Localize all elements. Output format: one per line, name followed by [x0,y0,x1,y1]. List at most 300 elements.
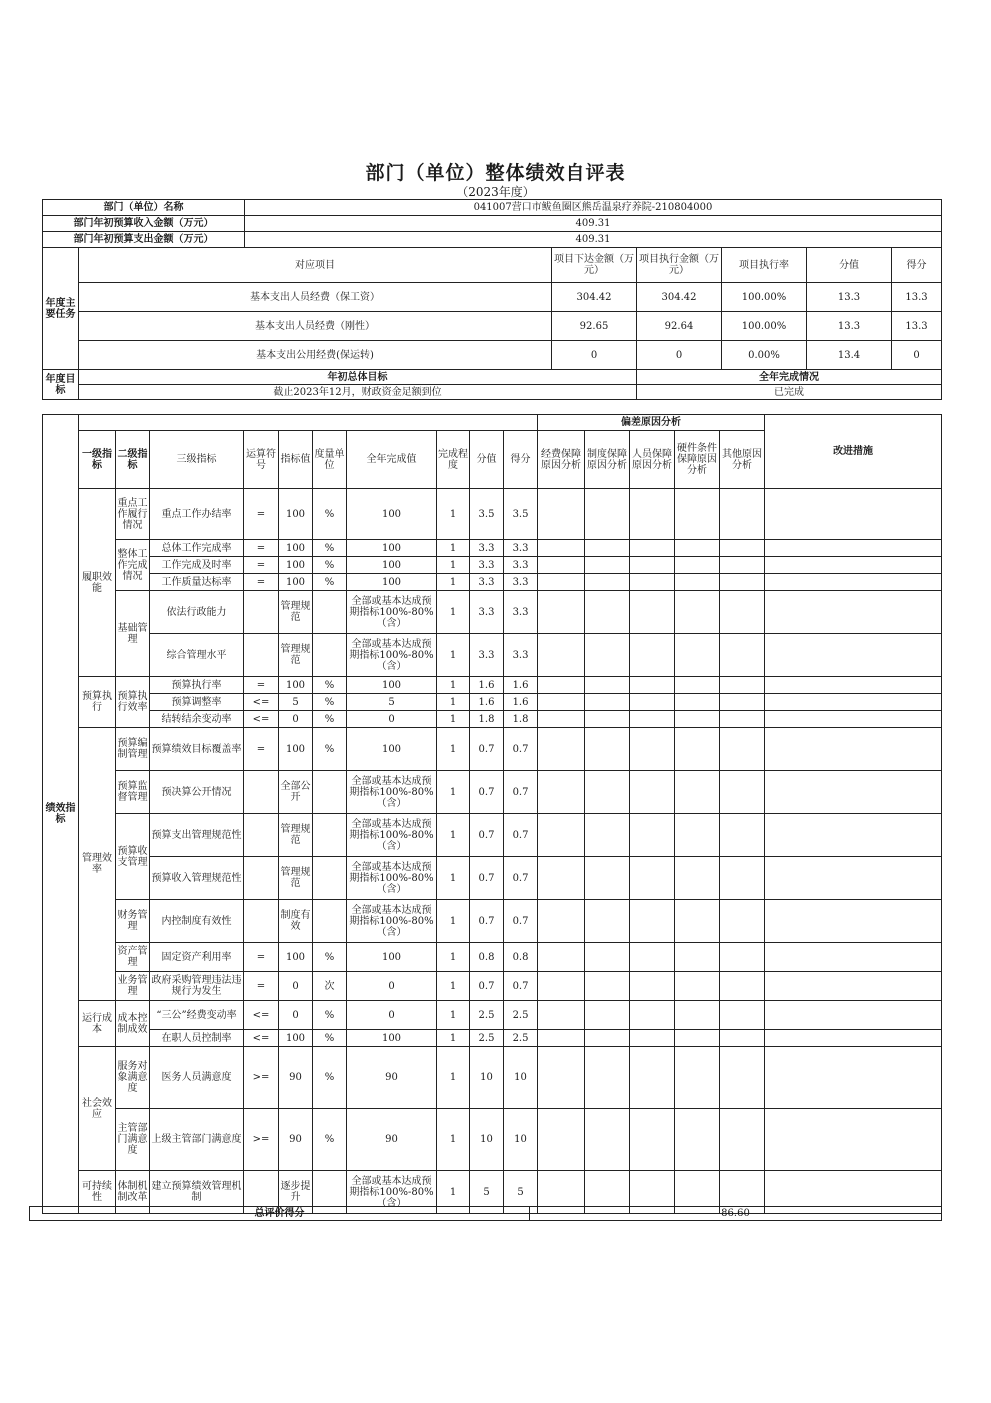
analysis-cell [630,540,675,557]
unit-cell: % [313,677,347,694]
score-cell: 2.5 [470,1001,504,1030]
target-cell: 管理规范 [279,591,313,634]
level2-indicator: 主管部门满意度 [116,1109,150,1171]
target-cell: 管理规范 [279,814,313,857]
analysis-cell [630,972,675,1001]
task-cell: 100.00% [722,312,807,341]
analysis-cell [585,557,630,574]
task-header: 分值 [807,248,892,283]
analysis-cell [630,677,675,694]
got-cell: 3.3 [504,557,538,574]
unit-cell: % [313,694,347,711]
income-value: 409.31 [245,216,942,232]
actual-cell: 5 [347,694,437,711]
unit-cell: % [313,943,347,972]
operator-cell: = [244,574,279,591]
expense-value: 409.31 [245,232,942,248]
analysis-cell [630,634,675,677]
task-row [43,341,942,370]
target-cell: 100 [279,557,313,574]
actual-cell: 0 [347,711,437,728]
actual-cell: 100 [347,677,437,694]
level1-indicator: 履职效能 [79,489,116,677]
degree-cell: 1 [437,900,470,943]
got-cell: 10 [504,1109,538,1171]
level2-indicator: 服务对象满意度 [116,1047,150,1109]
analysis-cell [765,540,942,557]
operator-cell [244,634,279,677]
task-cell: 304.42 [637,283,722,312]
actual-cell: 全部或基本达成预期指标100%-80%（含） [347,857,437,900]
analysis-cell [675,972,720,1001]
analysis-cell [585,489,630,540]
level2-indicator: 预算编制管理 [116,728,150,771]
level3-indicator: 预算绩效目标覆盖率 [150,728,244,771]
got-cell: 0.7 [504,900,538,943]
actual-cell: 100 [347,540,437,557]
analysis-cell [585,1001,630,1030]
operator-cell: <= [244,694,279,711]
analysis-cell [765,557,942,574]
score-cell: 1.6 [470,694,504,711]
target-cell: 管理规范 [279,634,313,677]
summary-section [42,199,942,400]
analysis-cell [538,694,585,711]
analysis-cell [585,943,630,972]
level2-indicator: 预算监督管理 [116,771,150,814]
analysis-cell [765,814,942,857]
column-header: 二级指标 [116,431,150,489]
unit-cell: % [313,1109,347,1171]
level3-indicator: 预算收入管理规范性 [150,857,244,900]
analysis-cell [630,574,675,591]
target-cell: 全部公开 [279,771,313,814]
actual-cell: 90 [347,1047,437,1109]
degree-cell: 1 [437,1109,470,1171]
summary-table [42,199,942,400]
actual-cell: 100 [347,1030,437,1047]
degree-cell: 1 [437,1047,470,1109]
analysis-cell [720,489,765,540]
score-cell: 0.7 [470,814,504,857]
level3-indicator: “三公”经费变动率 [150,1001,244,1030]
operator-cell: <= [244,1001,279,1030]
actual-cell: 0 [347,1001,437,1030]
level3-indicator: 重点工作办结率 [150,489,244,540]
score-cell: 0.7 [470,900,504,943]
analysis-cell [720,771,765,814]
column-header: 得分 [504,431,538,489]
analysis-cell [585,634,630,677]
level3-indicator: 预算调整率 [150,694,244,711]
got-cell: 0.8 [504,943,538,972]
actual-cell: 0 [347,972,437,1001]
indicators-side-label: 绩效指标 [43,415,79,1214]
level3-indicator: 综合管理水平 [150,634,244,677]
unit-cell: % [313,728,347,771]
level3-indicator: 工作质量达标率 [150,574,244,591]
indicator-row [43,972,942,1001]
analysis-cell [720,634,765,677]
operator-cell: = [244,677,279,694]
degree-cell: 1 [437,728,470,771]
task-cell: 92.64 [637,312,722,341]
analysis-cell [720,540,765,557]
got-cell: 1.8 [504,711,538,728]
analysis-cell [538,591,585,634]
level3-indicator: 上级主管部门满意度 [150,1109,244,1171]
analysis-cell [720,972,765,1001]
got-cell: 3.3 [504,574,538,591]
indicator-row [43,1047,942,1109]
indicator-row [43,1109,942,1171]
analysis-cell [630,728,675,771]
analysis-cell [630,489,675,540]
actual-cell: 100 [347,557,437,574]
unit-cell: % [313,1047,347,1109]
analysis-cell [675,677,720,694]
level3-indicator: 预算支出管理规范性 [150,814,244,857]
score-cell: 3.3 [470,557,504,574]
operator-cell: >= [244,1109,279,1171]
task-cell: 304.42 [552,283,637,312]
degree-cell: 1 [437,591,470,634]
indicator-row [43,574,942,591]
column-header: 其他原因分析 [720,431,765,489]
analysis-cell [538,1047,585,1109]
analysis-cell [675,711,720,728]
indicator-row [43,489,942,540]
unit-cell [313,771,347,814]
analysis-cell [720,857,765,900]
column-header: 度量单位 [313,431,347,489]
column-header: 完成程度 [437,431,470,489]
indicator-row [43,591,942,634]
actual-cell: 全部或基本达成预期指标100%-80%（含） [347,634,437,677]
analysis-cell [765,1047,942,1109]
analysis-cell [765,943,942,972]
analysis-cell [675,634,720,677]
analysis-cell [675,557,720,574]
target-cell: 逐步提升 [279,1171,313,1214]
analysis-cell [630,591,675,634]
score-cell: 5 [470,1171,504,1214]
tasks-side-label: 年度主要任务 [43,248,79,370]
level3-indicator: 医务人员满意度 [150,1047,244,1109]
task-header: 得分 [892,248,942,283]
analysis-cell [538,677,585,694]
column-header: 运算符号 [244,431,279,489]
level2-indicator: 预算收支管理 [116,814,150,900]
degree-cell: 1 [437,677,470,694]
dept-value: 041007营口市鲅鱼圈区熊岳温泉疗养院-210804000 [245,200,942,216]
level3-indicator: 内控制度有效性 [150,900,244,943]
task-name: 基本支出公用经费(保运转) [79,341,552,370]
task-header: 对应项目 [79,248,552,283]
analysis-cell [585,574,630,591]
analysis-cell [765,900,942,943]
unit-cell [313,857,347,900]
unit-cell: % [313,711,347,728]
indicator-row [43,728,942,771]
indicator-row [43,943,942,972]
degree-cell: 1 [437,634,470,677]
degree-cell: 1 [437,694,470,711]
got-cell: 3.3 [504,591,538,634]
analysis-cell [720,711,765,728]
target-cell: 100 [279,677,313,694]
target-cell: 0 [279,711,313,728]
unit-cell [313,814,347,857]
analysis-cell [675,591,720,634]
analysis-cell [675,857,720,900]
got-cell: 0.7 [504,771,538,814]
target-cell: 100 [279,1030,313,1047]
analysis-cell [630,557,675,574]
analysis-cell [538,972,585,1001]
analysis-cell [765,1001,942,1030]
analysis-cell [720,1030,765,1047]
got-cell: 0.7 [504,728,538,771]
score-cell: 3.5 [470,489,504,540]
degree-cell: 1 [437,1171,470,1214]
analysis-cell [720,677,765,694]
actual-cell: 100 [347,574,437,591]
unit-cell: 次 [313,972,347,1001]
score-cell: 3.3 [470,591,504,634]
task-cell: 0.00% [722,341,807,370]
level3-indicator: 预算执行率 [150,677,244,694]
actual-cell: 全部或基本达成预期指标100%-80%（含） [347,814,437,857]
analysis-cell [675,1030,720,1047]
analysis-cell [630,1001,675,1030]
indicator-row [43,540,942,557]
column-header: 分值 [470,431,504,489]
indicator-row [43,557,942,574]
unit-cell: % [313,540,347,557]
score-cell: 0.7 [470,972,504,1001]
analysis-cell [720,900,765,943]
analysis-cell [765,677,942,694]
analysis-cell [675,489,720,540]
level3-indicator: 建立预算绩效管理机制 [150,1171,244,1214]
analysis-cell [538,1001,585,1030]
initial-goal-value: 截止2023年12月，财政资金足额到位 [79,385,637,400]
task-cell: 13.3 [807,283,892,312]
analysis-cell [765,694,942,711]
level3-indicator: 结转结余变动率 [150,711,244,728]
target-cell: 90 [279,1109,313,1171]
analysis-cell [675,728,720,771]
analysis-cell [675,814,720,857]
level2-indicator: 财务管理 [116,900,150,943]
actual-cell: 全部或基本达成预期指标100%-80%（含） [347,900,437,943]
task-cell: 13.4 [807,341,892,370]
operator-cell [244,771,279,814]
operator-cell: = [244,972,279,1001]
actual-cell: 100 [347,489,437,540]
actual-cell: 100 [347,728,437,771]
got-cell: 1.6 [504,694,538,711]
analysis-cell [585,814,630,857]
operator-cell: = [244,489,279,540]
analysis-cell [585,900,630,943]
analysis-cell [675,574,720,591]
analysis-cell [720,1001,765,1030]
analysis-cell [538,574,585,591]
analysis-cell [538,540,585,557]
target-cell: 100 [279,540,313,557]
level1-indicator: 可持续性 [79,1171,116,1214]
analysis-cell [675,1047,720,1109]
analysis-cell [585,591,630,634]
total-table [29,1206,942,1221]
expense-label: 部门年初预算支出金额（万元） [43,232,245,248]
total-section [29,1206,942,1221]
analysis-cell [585,694,630,711]
level3-indicator: 政府采购管理违法违规行为发生 [150,972,244,1001]
report-year: （2023年度） [456,185,535,199]
analysis-cell [585,540,630,557]
column-header: 经费保障原因分析 [538,431,585,489]
complete-label: 全年完成情况 [637,370,942,385]
analysis-cell [720,728,765,771]
level2-indicator: 重点工作履行情况 [116,489,150,540]
level3-indicator: 在职人员控制率 [150,1030,244,1047]
analysis-cell [585,677,630,694]
unit-cell: % [313,1001,347,1030]
got-cell: 3.3 [504,634,538,677]
level1-indicator: 管理效率 [79,728,116,1001]
score-cell: 3.3 [470,634,504,677]
score-cell: 3.3 [470,574,504,591]
analysis-cell [675,943,720,972]
indicator-row [43,694,942,711]
actual-cell: 100 [347,943,437,972]
analysis-cell [630,1047,675,1109]
analysis-cell [630,1109,675,1171]
degree-cell: 1 [437,972,470,1001]
analysis-cell [765,1030,942,1047]
analysis-cell [630,771,675,814]
total-value: 86.60 [530,1207,942,1221]
target-cell: 5 [279,694,313,711]
complete-value: 已完成 [637,385,942,400]
task-cell: 0 [892,341,942,370]
got-cell: 5 [504,1171,538,1214]
level3-indicator: 总体工作完成率 [150,540,244,557]
got-cell: 2.5 [504,1001,538,1030]
operator-cell: = [244,557,279,574]
analysis-cell [630,943,675,972]
analysis-cell [765,574,942,591]
level3-indicator: 预决算公开情况 [150,771,244,814]
operator-cell [244,591,279,634]
operator-cell: <= [244,711,279,728]
indicator-row [43,814,942,857]
analysis-cell [538,771,585,814]
target-cell: 100 [279,489,313,540]
analysis-cell [675,1109,720,1171]
got-cell: 3.3 [504,540,538,557]
analysis-cell [585,1047,630,1109]
analysis-cell [538,943,585,972]
analysis-cell [720,1047,765,1109]
level2-indicator: 预算执行效率 [116,677,150,728]
page-title: 部门（单位）整体绩效自评表 [365,162,626,184]
column-header: 三级指标 [150,431,244,489]
analysis-cell [765,771,942,814]
score-cell: 1.6 [470,677,504,694]
analysis-cell [765,1109,942,1171]
analysis-cell [585,771,630,814]
task-header: 项目下达金额（万元） [552,248,637,283]
operator-cell: <= [244,1030,279,1047]
task-cell: 0 [637,341,722,370]
indicator-section [42,414,942,1214]
analysis-cell [585,972,630,1001]
unit-cell [313,634,347,677]
actual-cell: 全部或基本达成预期指标100%-80%（含） [347,771,437,814]
indicator-row [43,711,942,728]
analysis-cell [720,557,765,574]
degree-cell: 1 [437,857,470,900]
task-name: 基本支出人员经费（保工资） [79,283,552,312]
task-name: 基本支出人员经费（刚性） [79,312,552,341]
task-row [43,283,942,312]
analysis-cell [720,1109,765,1171]
level2-indicator: 基础管理 [116,591,150,677]
task-cell: 92.65 [552,312,637,341]
indicator-row [43,677,942,694]
degree-cell: 1 [437,574,470,591]
analysis-cell [675,1001,720,1030]
analysis-cell [765,489,942,540]
unit-cell: % [313,574,347,591]
analysis-cell [538,900,585,943]
score-cell: 2.5 [470,1030,504,1047]
operator-cell [244,857,279,900]
column-header: 全年完成值 [347,431,437,489]
got-cell: 3.5 [504,489,538,540]
analysis-cell [538,557,585,574]
header-spacer [79,415,538,431]
unit-cell: % [313,557,347,574]
operator-cell: >= [244,1047,279,1109]
target-cell: 制度有效 [279,900,313,943]
target-cell: 管理规范 [279,857,313,900]
analysis-cell [765,857,942,900]
level1-indicator: 预算执行 [79,677,116,728]
level3-indicator: 依法行政能力 [150,591,244,634]
indicator-table [42,414,942,1214]
column-header: 制度保障原因分析 [585,431,630,489]
operator-cell [244,814,279,857]
target-cell: 90 [279,1047,313,1109]
score-cell: 10 [470,1109,504,1171]
analysis-cell [585,711,630,728]
indicator-row [43,900,942,943]
analysis-cell [720,814,765,857]
actual-cell: 全部或基本达成预期指标100%-80%（含） [347,591,437,634]
analysis-cell [538,489,585,540]
score-cell: 3.3 [470,540,504,557]
score-cell: 0.8 [470,943,504,972]
task-cell: 100.00% [722,283,807,312]
indicator-row [43,1001,942,1030]
degree-cell: 1 [437,771,470,814]
got-cell: 2.5 [504,1030,538,1047]
